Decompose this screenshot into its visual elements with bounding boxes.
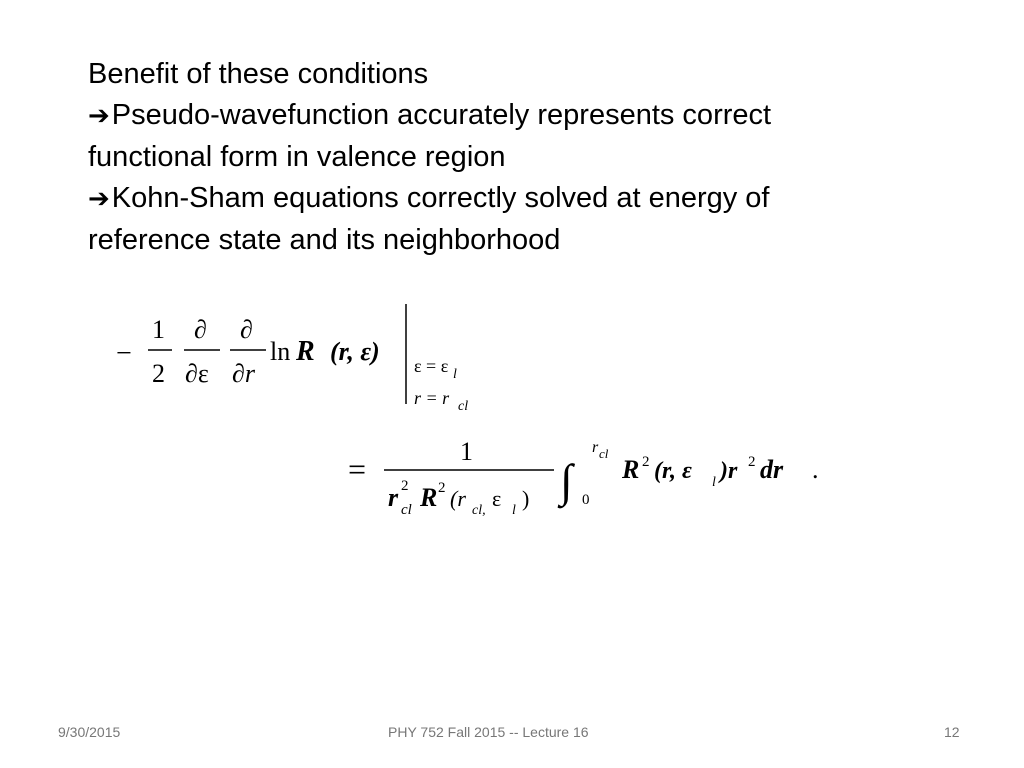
body-line-3-text: functional form in valence region — [88, 141, 506, 173]
body-line-4-text: Kohn-Sham equations correctly solved at energy of — [111, 182, 770, 214]
footer-title: PHY 752 Fall 2015 -- Lecture 16 — [388, 724, 589, 740]
eq-frac1-den: 2 — [152, 359, 165, 388]
body-line-1-text: Benefit of these conditions — [88, 58, 429, 90]
eq-eval-bottom: r = r — [414, 388, 450, 408]
eq-rhs-den-args-eps: ε — [492, 486, 502, 511]
body-line-3 — [88, 137, 968, 178]
eq-ln: ln — [270, 337, 291, 366]
eq-rhs-den-args-close: ) — [522, 486, 530, 511]
body-line-4 — [88, 178, 968, 220]
eq-rhs-den-r-sub: cl — [401, 502, 412, 518]
eq-rhs-den-r: r — [388, 483, 399, 512]
eq-equals: = — [348, 451, 367, 487]
eq-int-lower: 0 — [582, 492, 590, 508]
footer-date: 9/30/2015 — [58, 724, 121, 740]
eq-frac1-num: 1 — [152, 315, 165, 344]
eq-eval-bottom-sub: cl — [458, 399, 469, 414]
eq-R: R — [296, 336, 315, 367]
body-line-2 — [88, 95, 968, 137]
eq-args: (r, ε) — [330, 337, 380, 366]
eq-integrand-close: )r — [720, 458, 738, 484]
eq-integrand-r-sup: 2 — [748, 454, 756, 470]
eq-rhs-den-args-eps-sub: l — [512, 503, 516, 518]
slide-body — [88, 54, 968, 261]
eq-rhs-den-args-sub: cl, — [472, 503, 486, 518]
eq-integrand-R: R — [622, 455, 640, 484]
footer-page-number: 12 — [944, 724, 960, 740]
eq-rhs-den-R-sup: 2 — [438, 480, 446, 496]
eq-integrand-args-sub: l — [712, 475, 716, 490]
body-line-1 — [88, 54, 968, 95]
eq-eval-top: ε = ε — [414, 356, 449, 376]
eq-frac3-den: ∂r — [232, 359, 255, 388]
eq-rhs-num: 1 — [460, 437, 473, 466]
eq-rhs-den-args: (r — [450, 486, 466, 511]
body-line-2-text: Pseudo-wavefunction accurately represents correct — [111, 99, 772, 131]
eq-period: . — [812, 455, 819, 484]
arrow-right-icon: ➔ — [88, 101, 110, 131]
eq-rhs-den-R: R — [420, 483, 438, 512]
arrow-right-icon: ➔ — [88, 184, 110, 214]
eq-integrand-dr: dr — [760, 455, 784, 484]
eq-integrand-R-sup: 2 — [642, 454, 650, 470]
body-line-5 — [88, 220, 968, 261]
eq-frac2-num: ∂ — [194, 315, 207, 344]
eq-integrand-args: (r, ε — [654, 458, 692, 484]
eq-minus: − — [116, 338, 132, 369]
eq-int-upper: r — [592, 439, 599, 456]
eq-integral: ∫ — [560, 455, 573, 506]
eq-eval-top-sub: l — [453, 367, 457, 382]
eq-frac2-den: ∂ε — [185, 359, 209, 388]
equation-image — [108, 296, 848, 536]
eq-frac3-num: ∂ — [240, 315, 253, 344]
eq-int-upper-sub: cl — [599, 446, 609, 461]
eq-rhs-den-r-sup: 2 — [401, 478, 409, 494]
body-line-5-text: reference state and its neighborhood — [88, 224, 561, 256]
